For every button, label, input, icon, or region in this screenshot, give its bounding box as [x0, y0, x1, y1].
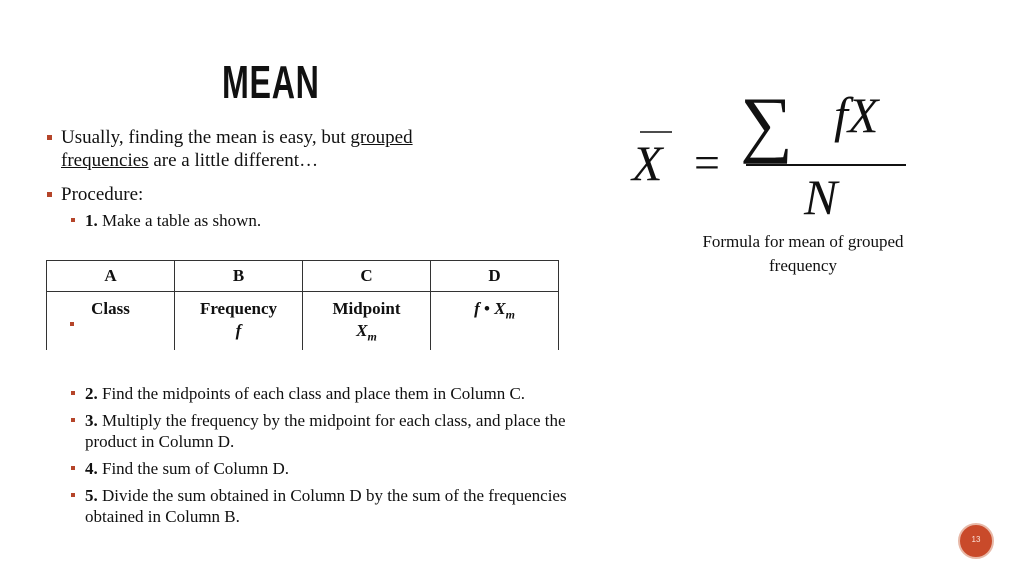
col-a-header: A — [47, 261, 175, 292]
mean-formula — [628, 72, 918, 222]
sigma-symbol: ∑ — [740, 83, 793, 165]
procedure-steps — [46, 383, 606, 533]
step-2: 2. Find the midpoints of each class and place them in Column C. — [70, 383, 606, 404]
frequency-table — [46, 260, 559, 350]
step-1: 1. Make a table as shown. — [70, 210, 606, 231]
table-row — [47, 292, 559, 351]
step-5: 5. Divide the sum obtained in Column D by the sum of the frequencies obtained in Column B. — [70, 485, 606, 527]
table-header-row — [47, 261, 559, 292]
formula-caption: Formula for mean of grouped frequency — [702, 232, 904, 275]
bullet-grouped-frequencies: Usually, finding the mean is easy, but grouped frequencies are a little different… — [46, 126, 606, 172]
frequencies-link: frequencies — [61, 150, 149, 171]
step-3: 3. Multiply the frequency by the midpoint for each class, and place the product in Column D. — [70, 410, 606, 452]
col-d-header: D — [431, 261, 559, 292]
numerator-fx: fX — [834, 87, 879, 143]
col-c-header: C — [303, 261, 431, 292]
equals-sign: = — [694, 137, 720, 188]
page-number: 13 — [971, 535, 981, 544]
denominator-n: N — [804, 169, 838, 222]
x-bar-symbol: X — [632, 135, 663, 191]
grouped-link: grouped — [350, 127, 413, 148]
intro-bullets — [46, 126, 606, 237]
slide-title: MEAN — [222, 56, 320, 108]
empty-bullet-marker — [70, 322, 74, 326]
midpoint-cell: Midpoint $X_m$ — [303, 292, 431, 351]
bullet-procedure: Procedure: — [46, 183, 606, 206]
product-cell: f • $X_m$ — [431, 292, 559, 351]
class-cell: Class — [47, 292, 175, 351]
slide-number-badge[interactable] — [958, 523, 994, 559]
step-4: 4. Find the sum of Column D. — [70, 458, 606, 479]
col-b-header: B — [175, 261, 303, 292]
frequency-cell: Frequency f — [175, 292, 303, 351]
